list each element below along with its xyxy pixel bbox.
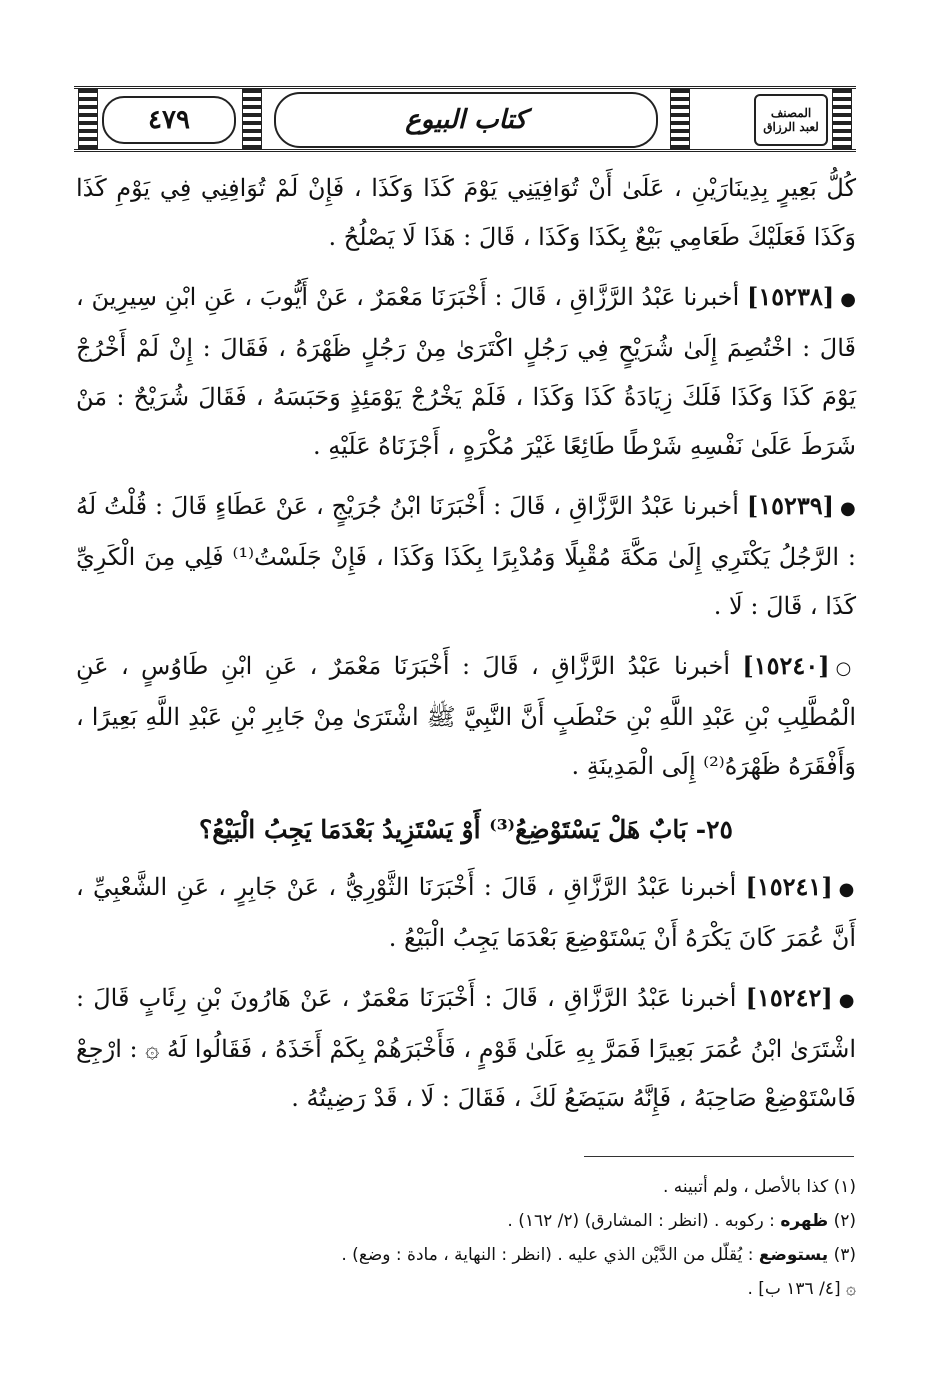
footnote-number: (٣) <box>833 1245 856 1265</box>
footnote-text: كذا بالأصل ، ولم أتبينه . <box>662 1177 829 1197</box>
ornament-right-outer <box>832 88 852 150</box>
footnotes <box>76 1170 856 1306</box>
hadith-number: [١٥٢٤١] <box>745 872 833 901</box>
footnote-number: (١) <box>833 1177 856 1197</box>
bullet-icon: ● <box>838 990 856 1011</box>
footnote-term: ظهره <box>780 1211 829 1231</box>
hadith-number: [١٥٢٣٩] <box>746 491 835 520</box>
hadith-text: أخبرنا عَبْدُ الرَّزَّاقِ ، قَالَ : أَخْبَرَنَا الثَّوْرِيُّ ، عَنْ جَابِرٍ ، عَنِ الشَّعْبِيِّ ، أَنَّ عُمَرَ كَانَ يَكْرَهُ أَنْ يَسْتَوْضِعَ بَعْدَمَا يَجِبُ الْبَيْعُ . <box>76 873 856 952</box>
bullet-icon: ● <box>838 879 856 900</box>
paragraph <box>76 164 856 262</box>
footnote-4 <box>76 1272 856 1306</box>
hadith-text: أخبرنا عَبْدُ الرَّزَّاقِ ، قَالَ : أَخْبَرَنَا مَعْمَرٌ ، عَنِ ابْنِ طَاوُسٍ ، عَنِ الْمُطَّلِبِ بْنِ عَبْدِ اللَّهِ بْنِ حَنْطَبٍ أَنَّ النَّبِيَّ ﷺ اشْتَرَىٰ مِنْ جَابِرِ بْنِ عَبْدِ اللَّهِ بَعِيرًا ، وَأَفْقَرَهُ ظَهْرَهُ⁽²⁾ إِلَى الْمَدِينَةِ . <box>76 652 856 780</box>
hadith-text: أخبرنا عَبْدُ الرَّزَّاقِ ، قَالَ : أَخْبَرَنَا ابْنُ جُرَيْجٍ ، عَنْ عَطَاءٍ قَالَ : قُلْتُ لَهُ : الرَّجُلُ يَكْتَرِي إِلَىٰ مَكَّةَ مُقْبِلًا وَمُدْبِرًا بِكَذَا وَكَذَا ، فَإِنْ جَلَسْتُ⁽¹⁾ فَلِي مِنَ الْكَرِيِّ كَذَا ، قَالَ : لَا . <box>76 492 857 620</box>
hadith-15238 <box>76 272 856 471</box>
hadith-15241 <box>76 862 856 963</box>
footnote-text: : يُقلّل من الدَّيْن الذي عليه . (انظر : النهاية ، مادة : وضع) . <box>341 1245 754 1265</box>
paragraph-text: كُلُّ بَعِيرٍ بِدِينَارَيْنِ ، عَلَىٰ أَنْ تُوَافِيَنِي يَوْمَ كَذَا وَكَذَا ، فَإِنْ لَمْ تُوَافِنِي فِي يَوْمِ كَذَا وَكَذَا فَعَلَيْكَ طَعَامِي بَيْعٌ بِكَذَا وَكَذَا ، قَالَ : هَذَا لَا يَصْلُحُ . <box>76 174 856 251</box>
bullet-icon: ● <box>840 498 856 519</box>
footnote-2 <box>76 1204 856 1238</box>
publisher-emblem <box>754 94 828 146</box>
main-text <box>76 164 856 1133</box>
footnote-1 <box>76 1170 856 1204</box>
page-number: ٤٧٩ <box>102 96 236 144</box>
hadith-15240 <box>76 641 856 791</box>
ornament-right-inner <box>670 88 690 150</box>
footnote-divider <box>584 1156 854 1157</box>
header-rule-top <box>74 86 856 89</box>
hadith-number: [١٥٢٤٠] <box>742 651 830 680</box>
header-rule-bottom <box>74 149 856 152</box>
hadith-text: أخبرنا عَبْدُ الرَّزَّاقِ ، قَالَ : أَخْبَرَنَا مَعْمَرٌ ، عَنْ أَيُّوبَ ، عَنِ ابْنِ سِيرِينَ ، قَالَ : اخْتُصِمَ إِلَىٰ شُرَيْحٍ فِي رَجُلٍ اكْتَرَىٰ مِنْ رَجُلٍ ظَهْرَهُ ، فَقَالَ : إِنْ لَمْ أَخْرُجْ يَوْمَ كَذَا وَكَذَا فَلَكَ زِيَادَةُ كَذَا وَكَذَا ، فَلَمْ يَخْرُجْ يَوْمَئِذٍ وَحَبَسَهُ ، فَقَالَ شُرَيْحٌ : مَنْ شَرَطَ عَلَىٰ نَفْسِهِ شَرْطًا طَائِعًا غَيْرَ مُكْرَهٍ ، أَجْزَنَاهُ عَلَيْهِ . <box>76 283 856 460</box>
hadith-15242 <box>76 973 856 1123</box>
footnote-number: (٢) <box>833 1211 856 1231</box>
footnote-text: : ركوبه . (انظر : المشارق) (٢/ ١٦٢) . <box>507 1211 775 1231</box>
hollow-bullet-icon: ○ <box>835 658 856 679</box>
manuscript-marker-icon: ۞ <box>846 1279 856 1299</box>
ornament-left-outer <box>78 88 98 150</box>
bullet-icon: ● <box>840 289 856 310</box>
page-header <box>74 84 856 154</box>
hadith-number: [١٥٢٤٢] <box>745 983 833 1012</box>
hadith-15239 <box>76 481 856 631</box>
hadith-number: [١٥٢٣٨] <box>747 282 835 311</box>
chapter-heading: ٢٥- بَابٌ هَلْ يَسْتَوْضِعُ⁽³⁾ أَوْ يَسْتَزِيدُ بَعْدَمَا يَجِبُ الْبَيْعُ؟ <box>199 815 733 844</box>
ornament-left-inner <box>242 88 262 150</box>
emblem-line-2: لعبد الرزاق <box>763 120 819 134</box>
emblem-line-1: المصنف <box>770 106 812 120</box>
book-title: كتاب البيوع <box>274 92 658 148</box>
footnote-3 <box>76 1238 856 1272</box>
hadith-text: أخبرنا عَبْدُ الرَّزَّاقِ ، قَالَ : أَخْبَرَنَا مَعْمَرٌ ، عَنْ هَارُونَ بْنِ رِئَابٍ قَالَ : اشْتَرَىٰ ابْنُ عُمَرَ بَعِيرًا فَمَرَّ بِهِ عَلَىٰ قَوْمٍ ، فَأَخْبَرَهُمْ بِكَمْ أَخَذَهُ ، فَقَالُوا لَهُ ۞ : ارْجِعْ فَاسْتَوْضِعْ صَاحِبَهُ ، فَإِنَّهُ سَيَضَعُ لَكَ ، فَقَالَ : لَا ، قَدْ رَضِيتُهُ . <box>76 984 856 1112</box>
footnote-text: [٤/ ١٣٦ ب] . <box>747 1279 841 1299</box>
footnote-term: يستوضع <box>758 1245 829 1265</box>
